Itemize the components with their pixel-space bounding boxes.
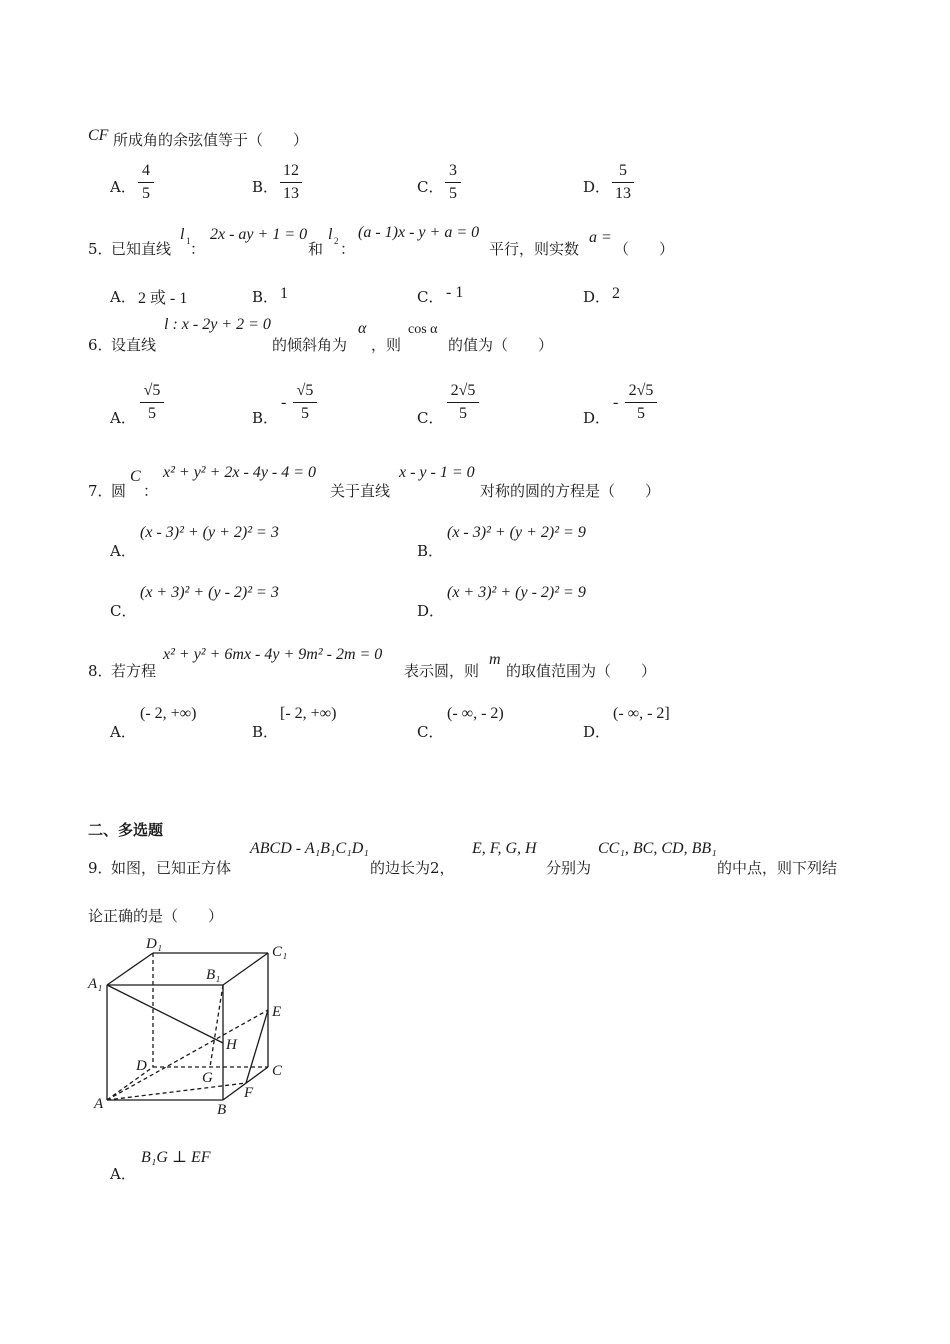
q6-equation: l : x - 2y + 2 = 0 (164, 316, 271, 333)
q4-option-b-label: B． (252, 178, 279, 196)
q4-option-c-fraction: 3 5 (445, 161, 461, 204)
segment-a-f (107, 1083, 246, 1100)
q6-option-b-fraction: √5 5 (293, 381, 317, 424)
segment-a1-h (107, 985, 223, 1043)
q5-option-c-value: - 1 (446, 284, 464, 301)
q9-text-5: 论正确的是（ ） (88, 907, 224, 925)
q5-option-b-label: B． (252, 288, 279, 306)
q5-and: 和 (308, 240, 324, 258)
q9-text-4: 的中点，则下列结 (717, 859, 838, 877)
q7-option-c-value: (x + 3)² + (y - 2)² = 3 (140, 584, 279, 601)
edge-a1-d1 (107, 953, 153, 985)
q4-option-d-fraction: 5 13 (612, 161, 634, 204)
cube-figure (86, 932, 296, 1122)
q4-option-b-fraction: 12 13 (280, 161, 302, 204)
q7-colon: ： (143, 482, 159, 500)
label-c1: C₁ (272, 944, 288, 960)
q4-tail-text: 所成角的余弦值等于（ ） (113, 131, 309, 149)
q7-option-a-value: (x - 3)² + (y + 2)² = 3 (140, 524, 279, 541)
q9-option-a-label: A． (110, 1165, 136, 1183)
label-d1: D₁ (146, 936, 163, 952)
label-h: H (226, 1037, 237, 1053)
label-c: C (272, 1063, 283, 1079)
q5-option-a-label: A． (110, 288, 136, 306)
q7-text-3: 对称的圆的方程是（ ） (480, 482, 661, 500)
q5-answer-paren: （ ） (614, 240, 675, 258)
q5-option-b-value: 1 (280, 285, 288, 302)
label-b: B (217, 1102, 227, 1118)
q8-text-2: 表示圆，则 (404, 662, 480, 680)
q5-equation-2: (a - 1)x - y + a = 0 (358, 224, 480, 241)
q5-colon-1: ： (190, 240, 206, 258)
q8-option-d-label: D． (583, 723, 611, 741)
label-e: E (272, 1004, 282, 1020)
q6-alpha: α (358, 320, 367, 337)
q6-option-a-label: A． (110, 409, 136, 427)
q6-text-1: 设直线 (111, 336, 157, 354)
q7-option-d-value: (x + 3)² + (y - 2)² = 9 (447, 584, 586, 601)
q7-option-a-label: A． (110, 542, 136, 560)
q8-option-c-value: (- ∞, - 2) (447, 705, 504, 722)
edge-b1-c1 (223, 953, 268, 985)
q8-option-b-value: [- 2, +∞) (280, 705, 337, 722)
q5-option-c-label: C． (417, 288, 444, 306)
q7-circle-c: C (130, 468, 141, 485)
q9-text-1: 如图，已知正方体 (111, 859, 232, 877)
q8-text-1: 若方程 (111, 662, 157, 680)
q7-text-2: 关于直线 (330, 482, 391, 500)
q9-option-a-value: B₁G ⊥ EF (141, 1149, 211, 1166)
q6-option-c-label: C． (417, 409, 444, 427)
q5-number: 5． (88, 240, 113, 258)
label-f: F (244, 1085, 254, 1101)
q6-option-b-sign: - (281, 394, 287, 411)
label-d: D (136, 1058, 147, 1074)
q5-l1: l (180, 226, 185, 243)
q7-option-b-value: (x - 3)² + (y + 2)² = 9 (447, 524, 586, 541)
q8-option-a-label: A． (110, 723, 136, 741)
q7-option-d-label: D． (417, 602, 445, 620)
label-a: A (94, 1096, 104, 1112)
q6-text-2: 的倾斜角为 (272, 336, 348, 354)
q4-option-a-label: A． (110, 178, 136, 196)
q7-option-b-label: B． (417, 542, 444, 560)
q5-l2: l (328, 226, 333, 243)
label-b1: B₁ (206, 967, 221, 983)
q9-number: 9． (88, 859, 113, 877)
q9-text-2: 的边长为2， (370, 859, 455, 877)
q7-option-c-label: C． (110, 602, 137, 620)
q8-m: m (489, 651, 501, 668)
q6-option-d-sign: - (613, 394, 619, 411)
q8-text-3: 的取值范围为（ ） (506, 662, 657, 680)
q5-colon-2: ： (340, 240, 356, 258)
q8-option-a-value: (- 2, +∞) (140, 705, 197, 722)
q8-equation: x² + y² + 6mx - 4y + 9m² - 2m = 0 (163, 646, 383, 663)
q5-option-d-value: 2 (612, 285, 620, 302)
q6-option-a-fraction: √5 5 (140, 381, 164, 424)
section-heading: 二、多选题 (88, 821, 164, 839)
q5-text-1: 已知直线 (111, 240, 172, 258)
label-a1: A₁ (88, 976, 103, 992)
q7-equation: x² + y² + 2x - 4y - 4 = 0 (163, 464, 317, 481)
q6-text-4: 的值为（ ） (448, 336, 554, 354)
q9-midpoints: CC₁, BC, CD, BB₁ (598, 840, 717, 857)
q5-text-2: 平行，则实数 (489, 240, 580, 258)
q5-l1-sub: 1 (186, 236, 191, 246)
q6-text-3: ，则 (371, 336, 402, 354)
cube-diagram (86, 932, 296, 1122)
q5-option-a-value: 2 或 - 1 (138, 290, 188, 307)
q7-text-1: 圆 (111, 482, 127, 500)
q4-option-a-fraction: 4 5 (138, 161, 154, 204)
segment-b1-g (210, 985, 223, 1067)
q8-option-b-label: B． (252, 723, 279, 741)
q6-option-d-fraction: 2√5 5 (625, 381, 657, 424)
q6-cos-alpha: cos α (408, 322, 438, 337)
q5-a-equals: a = (589, 229, 612, 246)
q4-option-c-label: C． (417, 178, 444, 196)
q5-l2-sub: 2 (334, 236, 339, 246)
q6-option-b-label: B． (252, 409, 279, 427)
q6-number: 6． (88, 336, 113, 354)
q8-option-d-value: (- ∞, - 2] (613, 705, 670, 722)
q5-equation-1: 2x - ay + 1 = 0 (210, 226, 308, 243)
q8-number: 8． (88, 662, 113, 680)
q9-text-3: 分别为 (546, 859, 592, 877)
q7-line: x - y - 1 = 0 (399, 464, 475, 481)
q4-math-cf: CF (88, 127, 109, 144)
q5-option-d-label: D． (583, 288, 611, 306)
q9-cube-name: ABCD - A₁B₁C₁D₁ (250, 840, 369, 857)
q7-number: 7． (88, 482, 113, 500)
q4-option-d-label: D． (583, 178, 611, 196)
q6-option-c-fraction: 2√5 5 (447, 381, 479, 424)
q9-points: E, F, G, H (472, 840, 537, 857)
q6-option-d-label: D． (583, 409, 611, 427)
label-g: G (202, 1070, 213, 1086)
q8-option-c-label: C． (417, 723, 444, 741)
